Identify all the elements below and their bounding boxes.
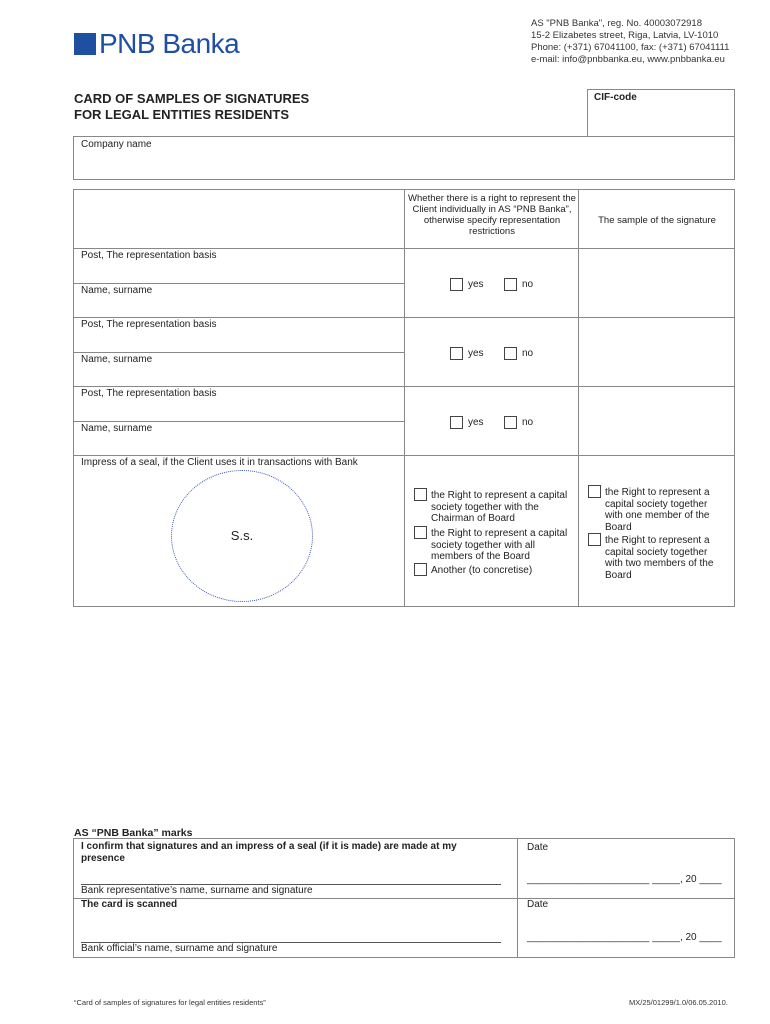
date-label: Date: [527, 899, 549, 910]
cif-code-field[interactable]: [587, 89, 735, 137]
rep-signature-label: Bank representative’s name, surname and signature: [81, 885, 313, 896]
post-label: Post, The representation basis: [81, 250, 217, 261]
date-label: Date: [527, 842, 549, 853]
name-label: Name, surname: [81, 354, 153, 365]
option-label: the Right to represent a capital society together with one member of the Board: [605, 487, 710, 533]
footer-document-name: “Card of samples of signatures for legal entities residents”: [74, 998, 266, 1007]
no-option[interactable]: [504, 416, 533, 429]
table-divider: [404, 190, 405, 606]
option-label: the Right to represent a capital society together with the Chairman of Board: [431, 490, 568, 524]
document-title: [74, 91, 309, 123]
no-option[interactable]: [504, 347, 533, 360]
name-label: Name, surname: [81, 285, 153, 296]
row-divider: [74, 455, 734, 456]
option-with-two-members[interactable]: [605, 535, 727, 581]
cif-code-label: CIF-code: [594, 92, 637, 103]
date-input-line[interactable]: ______________________ _____, 20 ____: [527, 874, 722, 885]
option-label: Another (to concretise): [431, 565, 533, 576]
yes-label: yes: [468, 279, 484, 290]
confirm-text: I confirm that signatures and an impress of a seal (if it is made) are made at my presence: [81, 841, 457, 864]
row-divider: [74, 317, 734, 318]
no-label: no: [522, 348, 534, 359]
option-with-all-members[interactable]: [431, 528, 571, 563]
option-checkbox[interactable]: [414, 526, 427, 539]
no-option[interactable]: [504, 278, 533, 291]
no-checkbox[interactable]: [504, 278, 517, 291]
option-with-chairman[interactable]: [431, 490, 571, 525]
yes-option[interactable]: [450, 278, 484, 291]
table-divider: [578, 190, 579, 606]
yes-checkbox[interactable]: [450, 347, 463, 360]
company-name-label: Company name: [81, 139, 152, 150]
no-label: no: [522, 279, 534, 290]
yes-checkbox[interactable]: [450, 278, 463, 291]
no-label: no: [522, 417, 534, 428]
yes-checkbox[interactable]: [450, 416, 463, 429]
bank-contact-info: AS "PNB Banka", reg. No. 40003072918 15-2 Elizabetes street, Riga, Latvia, LV-1010 Phone: (+371) 67041100, fax: (+371) 67041111 e-mail: info@pnbbanka.eu, www.pnbbanka.eu: [531, 18, 730, 65]
bank-marks-title: AS “PNB Banka” marks: [74, 827, 193, 839]
row-divider: [74, 386, 734, 387]
seal-label: Impress of a seal, if the Client uses it in transactions with Bank: [81, 457, 358, 468]
post-label: Post, The representation basis: [81, 319, 217, 330]
row-divider: [74, 352, 404, 353]
yes-option[interactable]: [450, 347, 484, 360]
option-label: the Right to represent a capital society together with all members of the Board: [431, 528, 568, 562]
scanned-label: The card is scanned: [81, 899, 178, 910]
yes-label: yes: [468, 417, 484, 428]
name-label: Name, surname: [81, 423, 153, 434]
seal-placeholder-text: S.s.: [230, 528, 254, 543]
logo-square-icon: [74, 33, 96, 55]
bank-logo: [74, 30, 239, 58]
no-checkbox[interactable]: [504, 416, 517, 429]
title-line-2: FOR LEGAL ENTITIES RESIDENTS: [74, 107, 290, 122]
official-signature-label: Bank official’s name, surname and signature: [81, 943, 278, 954]
bank-marks-box: [73, 838, 735, 958]
option-label: the Right to represent a capital society together with two members of the Board: [605, 535, 714, 581]
option-with-one-member[interactable]: [605, 487, 727, 533]
option-checkbox[interactable]: [588, 485, 601, 498]
option-checkbox[interactable]: [588, 533, 601, 546]
logo-text: PNB Banka: [99, 28, 240, 59]
option-another[interactable]: [431, 565, 571, 577]
signature-sample-header: The sample of the signature: [598, 215, 716, 226]
row-divider: [74, 421, 404, 422]
representation-right-header: Whether there is a right to represent the Client individually in AS “PNB Banka”, otherwise specify representation restrictions: [408, 193, 576, 237]
no-checkbox[interactable]: [504, 347, 517, 360]
seal-circle: [171, 470, 313, 602]
post-label: Post, The representation basis: [81, 388, 217, 399]
row-divider: [74, 248, 734, 249]
row-divider: [74, 283, 404, 284]
company-name-field[interactable]: [73, 136, 735, 180]
yes-label: yes: [468, 348, 484, 359]
title-line-1: CARD OF SAMPLES OF SIGNATURES: [74, 91, 310, 106]
signatures-table: [73, 189, 735, 607]
footer-document-code: MX/25/01299/1.0/06.05.2010.: [629, 998, 728, 1007]
option-checkbox[interactable]: [414, 563, 427, 576]
option-checkbox[interactable]: [414, 488, 427, 501]
yes-option[interactable]: [450, 416, 484, 429]
date-input-line[interactable]: ______________________ _____, 20 ____: [527, 932, 722, 943]
